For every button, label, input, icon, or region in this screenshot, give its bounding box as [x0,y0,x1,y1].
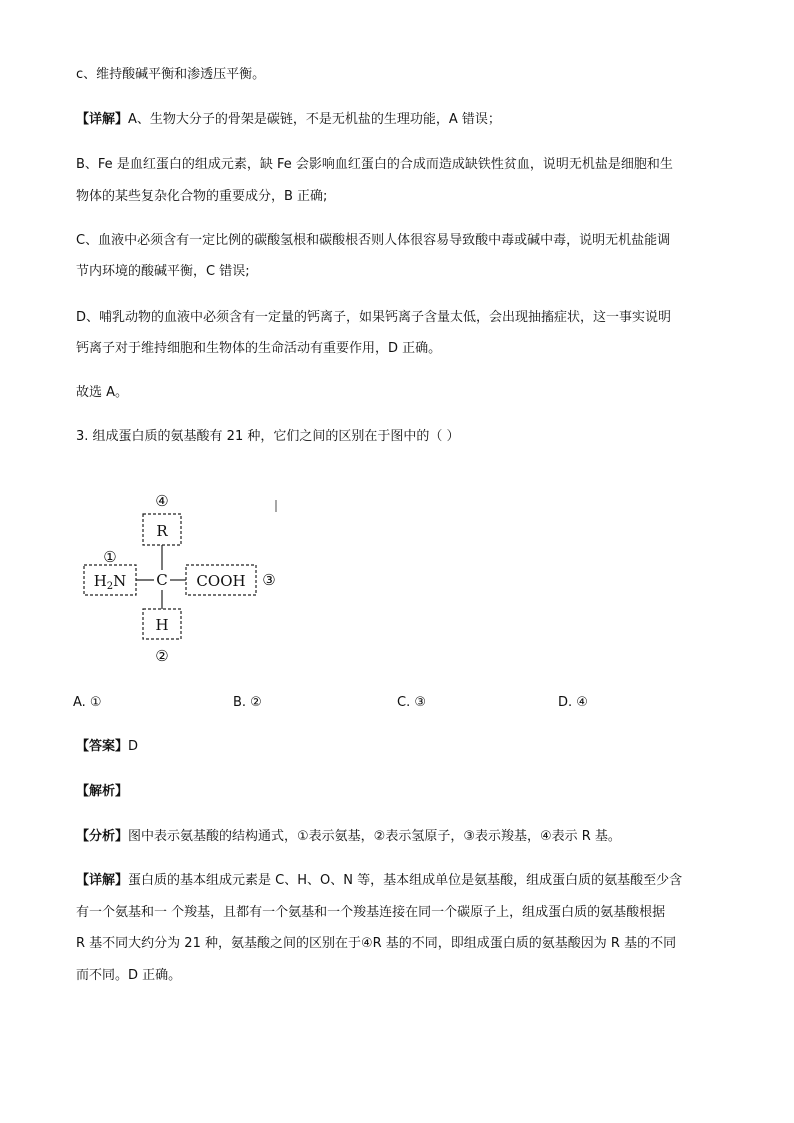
label-2: ② [155,647,169,665]
text-line-7: D、哺乳动物的血液中必须含有一定量的钙离子，如果钙离子含量太低，会出现抽搐症状，这一事实说明 [76,310,672,325]
text-line-8: 钙离子对于维持细胞和生物体的生命活动有重要作用，D 正确。 [76,341,442,356]
detail-tag: 【详解】 [76,112,129,127]
xiangjie-line-3: R 基不同大约分为 21 种，氨基酸之间的区别在于④R 基的不同，即组成蛋白质的氨基酸因为 R 基的不同 [76,936,677,951]
option-d: D. ④ [558,695,588,710]
fenxi-text: 图中表示氨基酸的结构通式，①表示氨基，②表示氢原子，③表示羧基，④表示 R 基。 [128,829,621,844]
question-3: 3. 组成蛋白质的氨基酸有 21 种，它们之间的区别在于图中的（ ） [76,429,460,444]
text-line-1: c、维持酸碱平衡和渗透压平衡。 [76,67,266,82]
amino-acid-structure-diagram [70,482,300,672]
label-4: ④ [155,492,169,510]
text-line-5: C、血液中必须含有一定比例的碳酸氢根和碳酸根否则人体很容易导致酸中毒或碱中毒，说明无机盐能调 [76,233,671,248]
answer-value: D [128,739,139,754]
amino-group-text: $H_2N$ [93,572,127,592]
detail-line-1 [76,111,501,129]
xiangjie-line-4: 而不同。D 正确。 [76,968,182,983]
r-group-text: R [156,522,168,540]
text-line-6: 节内环境的酸碱平衡，C 错误; [76,264,250,279]
carboxyl-group-text: COOH [196,572,246,590]
xiangjie-line-2: 有一个氨基和一 个羧基，且都有一个氨基和一个羧基连接在同一个碳原子上，组成蛋白质的氨基酸根据 [76,905,666,920]
label-3: ③ [262,571,276,589]
xiangjie-tag: 【详解】 [76,873,129,888]
label-1: ① [103,548,117,566]
option-a: A. ① [73,695,102,710]
text-line-9: 故选 A。 [76,385,129,400]
answer-line [76,738,138,756]
analysis-title: 【解析】 [76,784,129,799]
carbon-text: C [156,571,168,589]
text-line-3: B、Fe 是血红蛋白的组成元素，缺 Fe 会影响血红蛋白的合成而造成缺铁性贫血，说明无机盐是细胞和生 [76,157,673,172]
detail-text: A、生物大分子的骨架是碳链，不是无机盐的生理功能，A 错误； [128,112,501,127]
text-line-4: 物体的某些复杂化合物的重要成分，B 正确; [76,189,328,204]
hydrogen-text: H [155,616,169,634]
fenxi-tag: 【分析】 [76,829,129,844]
option-b: B. ② [233,695,262,710]
xiangjie-line-1 [76,872,682,890]
fenxi-line [76,828,621,846]
answer-tag: 【答案】 [76,739,129,754]
option-c: C. ③ [397,695,426,710]
xiangjie-text-1: 蛋白质的基本组成元素是 C、H、O、N 等，基本组成单位是氨基酸，组成蛋白质的氨基酸至少含 [128,873,683,888]
